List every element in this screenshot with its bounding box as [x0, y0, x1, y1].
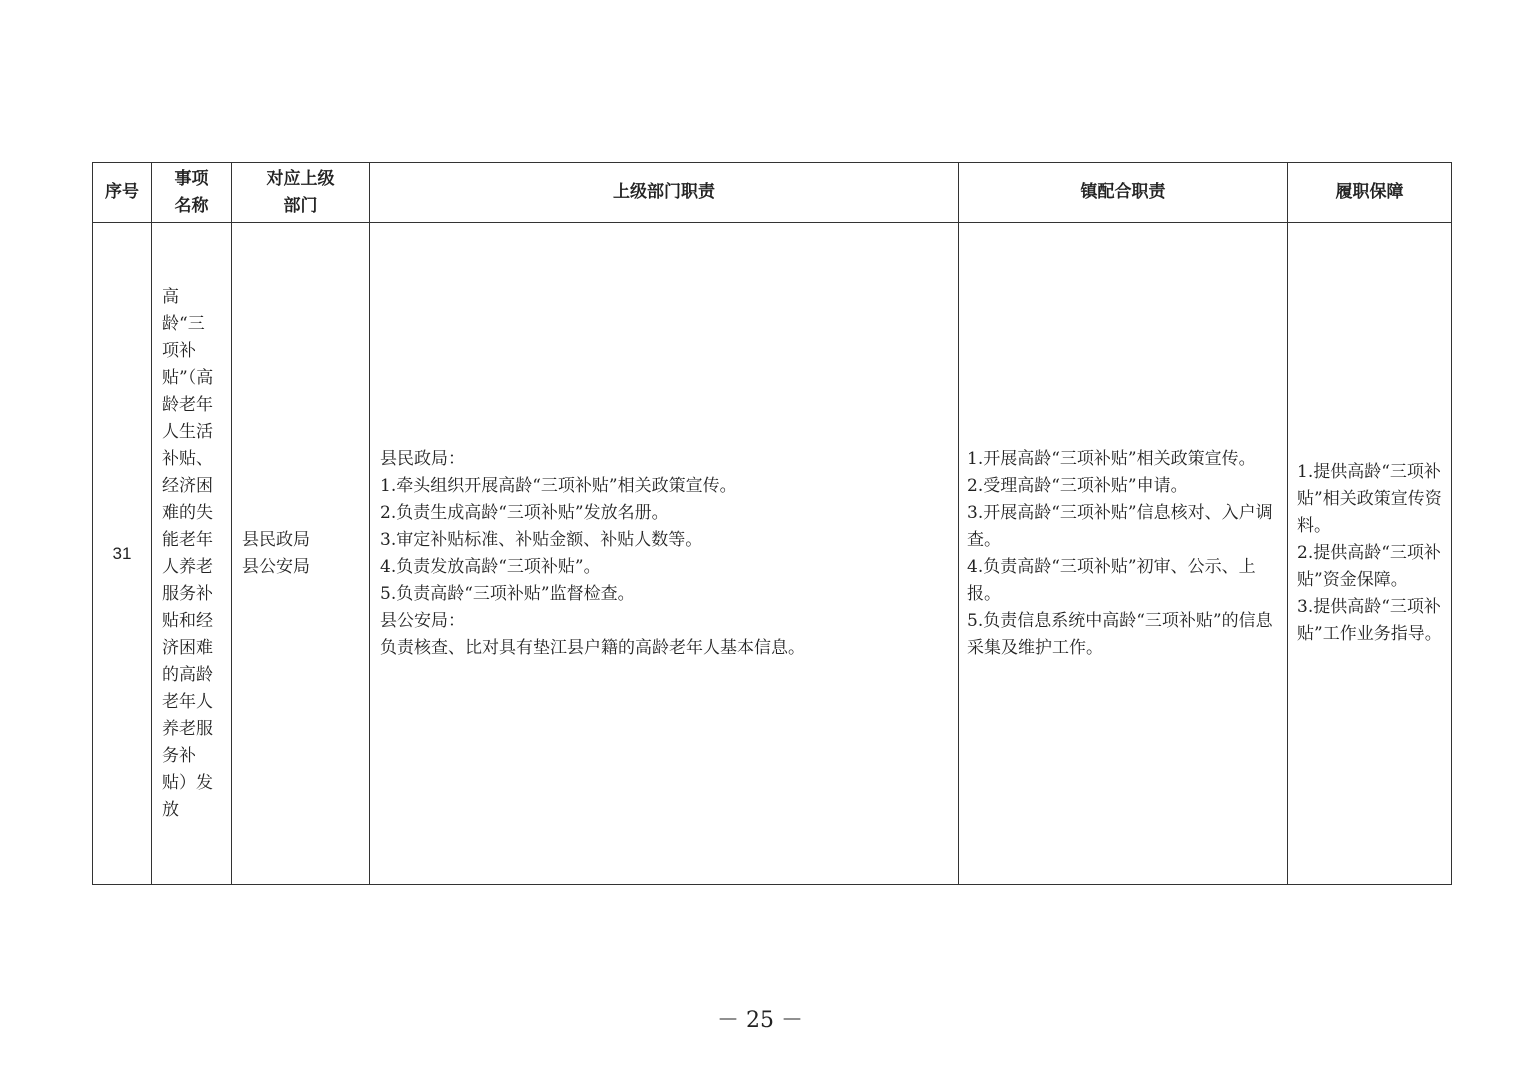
dept-line: 县公安局 — [242, 556, 310, 577]
header-upper-dept-line1: 对应上级 — [266, 168, 335, 189]
table-header-row — [93, 163, 1452, 223]
row-no: 31 — [93, 223, 152, 885]
guarantee-line: 3.提供高龄“三项补贴”工作业务指导。 — [1297, 597, 1442, 644]
duty-table — [92, 162, 1452, 885]
upper-duty-line: 县民政局： — [380, 448, 465, 469]
upper-duty-line: 4.负责发放高龄“三项补贴”。 — [380, 556, 601, 577]
upper-duty-line: 负责核查、比对具有垫江县户籍的高龄老年人基本信息。 — [380, 637, 805, 658]
dept-line: 县民政局 — [242, 529, 310, 550]
row-upper-dept — [232, 223, 370, 885]
row-guarantee — [1288, 223, 1452, 885]
town-duty-line: 1.开展高龄“三项补贴”相关政策宣传。 — [967, 448, 1256, 469]
upper-duty-line: 5.负责高龄“三项补贴”监督检查。 — [380, 583, 635, 604]
page-number: － 25 － — [717, 1008, 803, 1033]
town-duty-line: 3.开展高龄“三项补贴”信息核对、入户调查。 — [967, 502, 1273, 550]
header-item-name-line1: 事项 — [174, 168, 209, 189]
header-guarantee: 履职保障 — [1288, 163, 1452, 223]
header-upper-dept-line2: 部门 — [283, 195, 318, 216]
row-item-name: 高龄“三项补贴”（高龄老年人生活补贴、经济困难的失能老年人养老服务补贴和经济困难的高龄老年人养老服务补贴）发放 — [152, 223, 232, 885]
guarantee-line: 2.提供高龄“三项补贴”资金保障。 — [1297, 543, 1441, 590]
table-row — [93, 223, 1452, 885]
town-duty-line: 4.负责高龄“三项补贴”初审、公示、上报。 — [967, 556, 1256, 604]
header-upper-duty: 上级部门职责 — [370, 163, 959, 223]
town-duty-line: 2.受理高龄“三项补贴”申请。 — [967, 475, 1188, 496]
header-item-name — [152, 163, 232, 223]
row-upper-duty — [370, 223, 959, 885]
upper-duty-line: 3.审定补贴标准、补贴金额、补贴人数等。 — [380, 529, 703, 550]
header-upper-dept — [232, 163, 370, 223]
upper-duty-line: 2.负责生成高龄“三项补贴”发放名册。 — [380, 502, 669, 523]
upper-duty-line: 1.牵头组织开展高龄“三项补贴”相关政策宣传。 — [380, 475, 737, 496]
upper-duty-line: 县公安局： — [380, 610, 465, 631]
town-duty-line: 5.负责信息系统中高龄“三项补贴”的信息采集及维护工作。 — [967, 610, 1273, 658]
guarantee-line: 1.提供高龄“三项补贴”相关政策宣传资料。 — [1297, 462, 1442, 536]
row-town-duty — [959, 223, 1288, 885]
header-item-name-line2: 名称 — [174, 195, 209, 216]
header-town-duty: 镇配合职责 — [959, 163, 1288, 223]
header-no: 序号 — [93, 163, 152, 223]
